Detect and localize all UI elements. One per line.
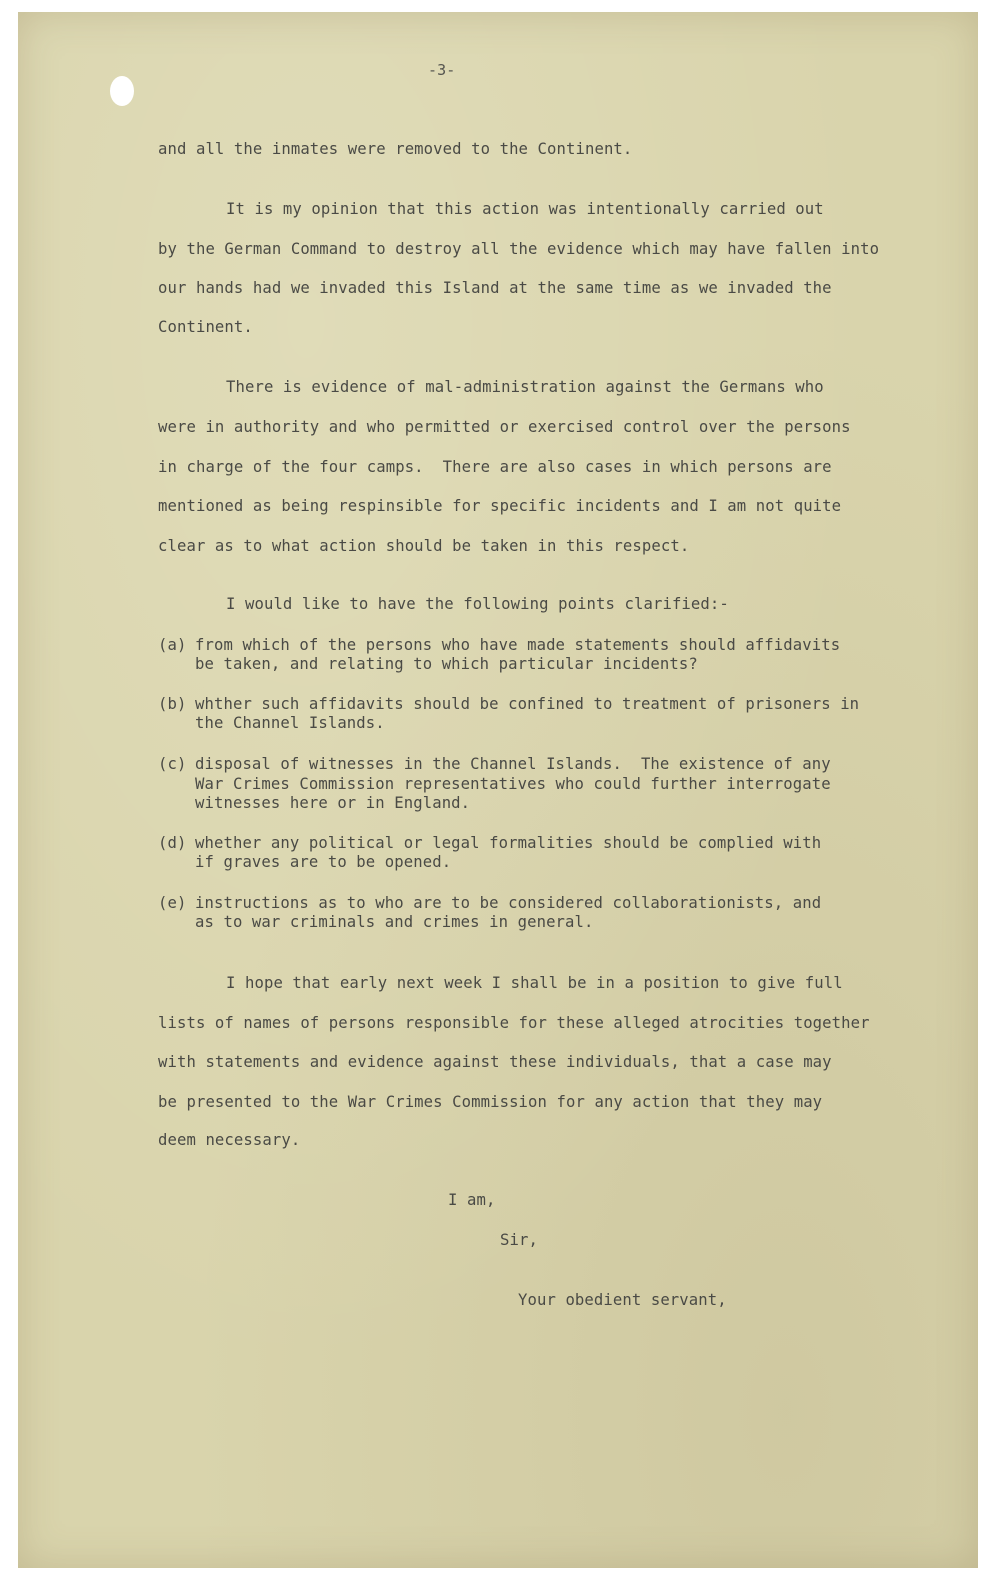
text-line: be presented to the War Crimes Commission for any action that they may — [158, 1093, 823, 1111]
sign-off-sir: Sir, — [500, 1231, 538, 1249]
text-line: mentioned as being respinsible for specific incidents and I am not quite — [158, 497, 842, 515]
text-line: our hands had we invaded this Island at the same time as we invaded the — [158, 279, 832, 297]
sign-off-servant: Your obedient servant, — [518, 1291, 727, 1309]
point-line: as to war criminals and crimes in general. — [195, 913, 594, 931]
point-label: (d) — [158, 834, 187, 852]
point-line: instructions as to who are to be considered collaborationists, and — [195, 894, 822, 912]
point-line: be taken, and relating to which particular incidents? — [195, 655, 698, 673]
text-line: with statements and evidence against these individuals, that a case may — [158, 1053, 832, 1071]
point-line: from which of the persons who have made statements should affidavits — [195, 636, 841, 654]
point-line: if graves are to be opened. — [195, 853, 452, 871]
point-label: (a) — [158, 636, 187, 654]
text-line: I hope that early next week I shall be in a position to give full — [226, 974, 843, 992]
point-line: disposal of witnesses in the Channel Islands. The existence of any — [195, 755, 831, 773]
point-label: (b) — [158, 695, 187, 713]
text-line: in charge of the four camps. There are also cases in which persons are — [158, 458, 832, 476]
text-line: I would like to have the following points clarified:- — [226, 595, 729, 613]
text-line: It is my opinion that this action was intentionally carried out — [226, 200, 824, 218]
page-number: -3- — [428, 61, 456, 79]
point-line: witnesses here or in England. — [195, 794, 471, 812]
point-label: (e) — [158, 894, 187, 912]
text-line: clear as to what action should be taken in this respect. — [158, 537, 690, 555]
point-line: whther such affidavits should be confined to treatment of prisoners in — [195, 695, 860, 713]
text-line: were in authority and who permitted or exercised control over the persons — [158, 418, 851, 436]
sign-off-i-am: I am, — [448, 1191, 496, 1209]
text-line: There is evidence of mal-administration against the Germans who — [226, 378, 824, 396]
point-line: War Crimes Commission representatives who could further interrogate — [195, 775, 831, 793]
point-label: (c) — [158, 755, 187, 773]
text-line: deem necessary. — [158, 1131, 301, 1149]
text-line: by the German Command to destroy all the evidence which may have fallen into — [158, 240, 880, 258]
point-line: whether any political or legal formalities should be complied with — [195, 834, 822, 852]
text-line: Continent. — [158, 318, 253, 336]
punch-hole — [110, 76, 134, 106]
text-line: lists of names of persons responsible for these alleged atrocities together — [158, 1014, 870, 1032]
point-line: the Channel Islands. — [195, 714, 385, 732]
text-line: and all the inmates were removed to the Continent. — [158, 140, 633, 158]
